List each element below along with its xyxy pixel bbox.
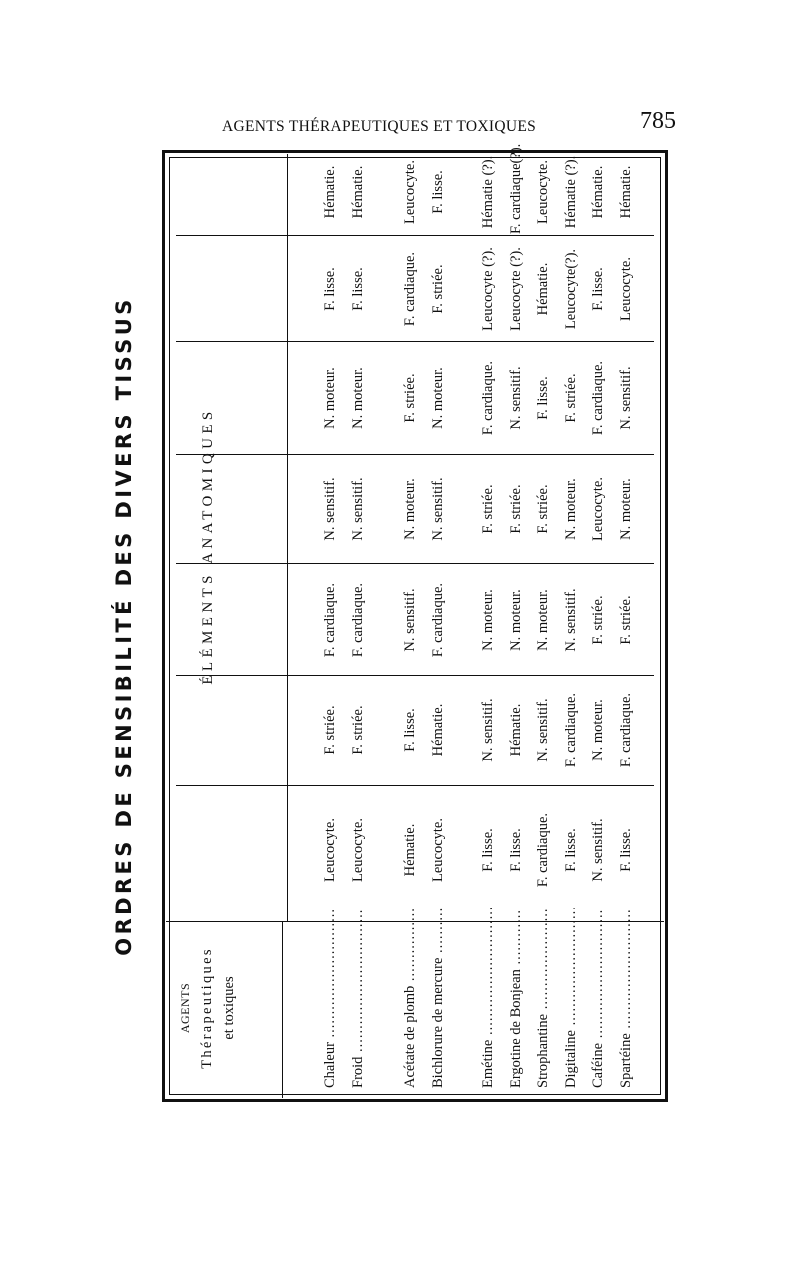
table-cell: N. moteur. — [535, 589, 551, 651]
table-cell: N. sensitif. — [563, 588, 579, 652]
rotated-table-block — [112, 143, 668, 1102]
table-cell: N. sensitif. — [480, 698, 496, 762]
table-cell: F. lisse. — [480, 828, 496, 872]
table-cell: F. cardiaque. — [402, 251, 418, 327]
table-cell: Leucocyte. — [430, 818, 446, 883]
table-cell: Hématie (?). — [480, 155, 496, 229]
table-cell: F. striée. — [322, 705, 338, 755]
table-cell: Hématie. — [430, 703, 446, 757]
table-cell: N. sensitif. — [618, 366, 634, 430]
table-cell: Leucocyte. — [402, 160, 418, 225]
table-cell: Leucocyte. — [618, 257, 634, 322]
table-cell: F. cardiaque. — [322, 582, 338, 658]
table-cell: F. cardiaque. — [590, 360, 606, 436]
agent-name: Ergotine de Bonjean ..... — [502, 908, 530, 1088]
table-cell: N. moteur. — [480, 589, 496, 651]
table-cell: Leucocyte. — [535, 160, 551, 225]
table-cell: N. moteur. — [590, 699, 606, 761]
header-divider — [282, 922, 283, 1098]
table-cell: N. sensitif. — [590, 818, 606, 882]
table-cell: F. striée. — [480, 484, 496, 534]
agent-name: Caféine ..... — [584, 908, 612, 1088]
table-cell: Leucocyte(?). — [563, 248, 579, 330]
table-cell: N. sensitif. — [535, 698, 551, 762]
agent-name: Froid ..... — [344, 908, 372, 1088]
agent-name: Digitaline ..... — [557, 908, 585, 1088]
running-head: AGENTS THÉRAPEUTIQUES ET TOXIQUES — [222, 118, 537, 135]
agent-name: Emétine ..... — [474, 908, 502, 1088]
table-cell: F. lisse. — [430, 170, 446, 214]
table-row — [474, 150, 502, 1102]
table-row — [584, 150, 612, 1102]
table-cell: F. lisse. — [350, 267, 366, 311]
table-cell: Hématie. — [508, 703, 524, 757]
header-divider — [287, 154, 288, 922]
table-cell: N. moteur. — [350, 367, 366, 429]
table-cell: F. lisse. — [322, 267, 338, 311]
table-cell: Leucocyte. — [322, 818, 338, 883]
agent-name: Chaleur ..... — [316, 908, 344, 1088]
table-row — [529, 150, 557, 1102]
table-cell: F. lisse. — [618, 828, 634, 872]
agent-name: Bichlorure de mercure ..... — [424, 908, 452, 1088]
elements-column-header: ÉLÉMENTS ANATOMIQUES — [200, 407, 216, 685]
agent-name: Spartéine ..... — [612, 908, 640, 1088]
table-cell: Leucocyte (?). — [508, 247, 524, 331]
table-cell: F. cardiaque. — [618, 692, 634, 768]
table-cell: Leucocyte. — [350, 818, 366, 883]
table-cell: N. moteur. — [618, 478, 634, 540]
table-cell: N. moteur. — [322, 367, 338, 429]
table-cell: N. sensitif. — [402, 588, 418, 652]
table-cell: F. cardiaque. — [563, 692, 579, 768]
table-cell: F. striée. — [508, 484, 524, 534]
agent-name: Strophantine ..... — [529, 908, 557, 1088]
table-cell: F. striée. — [563, 373, 579, 423]
table-row — [612, 150, 640, 1102]
table-cell: F. striée. — [350, 705, 366, 755]
table-cell: N. moteur. — [402, 478, 418, 540]
agents-header-line2: Thérapeutiques — [199, 947, 215, 1069]
table-title: ORDRES DE SENSIBILITÉ DES DIVERS TISSUS — [112, 296, 136, 956]
page-number: 785 — [640, 108, 676, 134]
table-cell: Leucocyte (?). — [480, 247, 496, 331]
agents-header-line1: AGENTS — [178, 982, 192, 1034]
table-cell: Hématie. — [535, 262, 551, 316]
table-cell: F. cardiaque. — [480, 360, 496, 436]
table-cell: N. moteur. — [508, 589, 524, 651]
agent-name: Acétate de plomb ..... — [396, 908, 424, 1088]
table-cell: F. striée. — [590, 595, 606, 645]
table-cell: Hématie. — [402, 823, 418, 877]
table-cell: F. lisse. — [535, 376, 551, 420]
agents-header-line3: et toxiques — [221, 976, 237, 1040]
table-cell: N. moteur. — [430, 367, 446, 429]
table-cell: N. sensitif. — [508, 366, 524, 430]
table-cell: N. sensitif. — [322, 477, 338, 541]
table-cell: F. lisse. — [563, 828, 579, 872]
table-cell: F. striée. — [618, 595, 634, 645]
table-cell: Hématie. — [350, 165, 366, 219]
agents-column-header — [174, 922, 240, 1094]
table-row — [316, 150, 344, 1102]
table-cell: Hématie. — [618, 165, 634, 219]
table-cell: N. sensitif. — [350, 477, 366, 541]
table-cell: F. cardiaque(?). — [508, 143, 524, 234]
table-row — [502, 143, 530, 1102]
table-row — [396, 150, 424, 1102]
table-cell: Hématie. — [590, 165, 606, 219]
table-row — [344, 150, 372, 1102]
table-cell: Leucocyte. — [590, 477, 606, 542]
table-cell: F. cardiaque. — [430, 582, 446, 658]
table-cell: Hématie (?). — [563, 155, 579, 229]
table-cell: N. moteur. — [563, 478, 579, 540]
table-cell: F. lisse. — [508, 828, 524, 872]
table-cell: F. lisse. — [402, 708, 418, 752]
table-cell: F. lisse. — [590, 267, 606, 311]
table-cell: F. striée. — [430, 264, 446, 314]
table-cell: F. striée. — [535, 484, 551, 534]
table-cell: N. sensitif. — [430, 477, 446, 541]
table-cell: Hématie. — [322, 165, 338, 219]
table-row — [557, 150, 585, 1102]
table-cell: F. cardiaque. — [350, 582, 366, 658]
table-cell: F. cardiaque. — [535, 812, 551, 888]
table-cell: F. striée. — [402, 373, 418, 423]
table-row — [424, 150, 452, 1102]
